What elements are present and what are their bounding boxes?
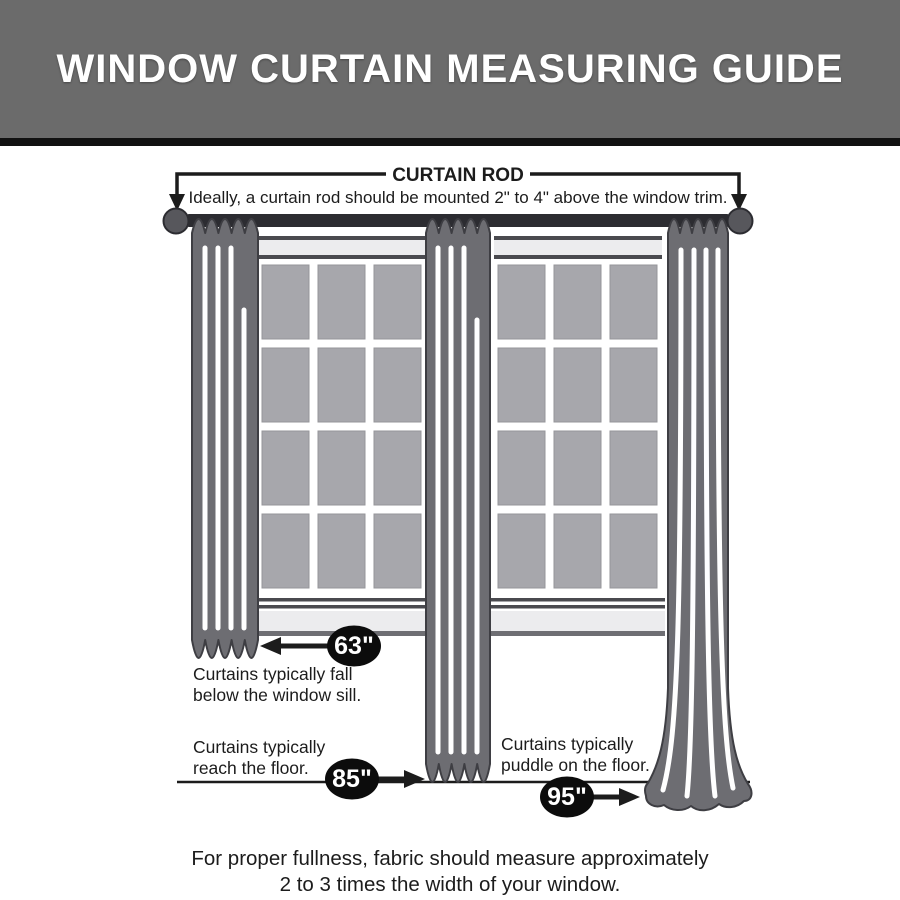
- measurement-95: [501, 734, 650, 818]
- curtain-panel-center: [426, 219, 490, 782]
- window-left: [255, 236, 429, 636]
- measurement-95-value: 95": [547, 783, 587, 811]
- footer-note: [0, 846, 900, 898]
- measurement-95-arrowhead-icon: [619, 788, 640, 806]
- measurement-63-arrowhead-icon: [260, 637, 281, 655]
- footer-note-line1: For proper fullness, fabric should measure approximately: [191, 847, 709, 870]
- measurement-85-arrowhead-icon: [404, 770, 425, 788]
- measurement-85-caption-line1: Curtains typically: [193, 737, 326, 757]
- window-right: [491, 236, 665, 636]
- page-title: WINDOW CURTAIN MEASURING GUIDE: [56, 46, 844, 91]
- measurement-85-caption-line2: reach the floor.: [193, 758, 309, 778]
- measurement-63-caption-line2: below the window sill.: [193, 685, 362, 705]
- curtain-panel-left: [192, 219, 258, 658]
- measurement-95-caption-line1: Curtains typically: [501, 734, 634, 754]
- curtain-rod-description: Ideally, a curtain rod should be mounted 2" to 4" above the window trim.: [188, 188, 728, 207]
- curtain-panel-right: [645, 219, 752, 810]
- measurement-63-value: 63": [334, 632, 374, 660]
- rod-finial-left-icon: [164, 209, 189, 234]
- measurement-95-caption-line2: puddle on the floor.: [501, 755, 650, 775]
- measurement-85-value: 85": [332, 765, 372, 793]
- curtain-rod-label: CURTAIN ROD: [392, 165, 524, 186]
- measurement-85: [193, 737, 425, 800]
- rod-finial-right-icon: [728, 209, 753, 234]
- measurement-63-caption-line1: Curtains typically fall: [193, 664, 353, 684]
- footer-note-line2: 2 to 3 times the width of your window.: [279, 873, 621, 896]
